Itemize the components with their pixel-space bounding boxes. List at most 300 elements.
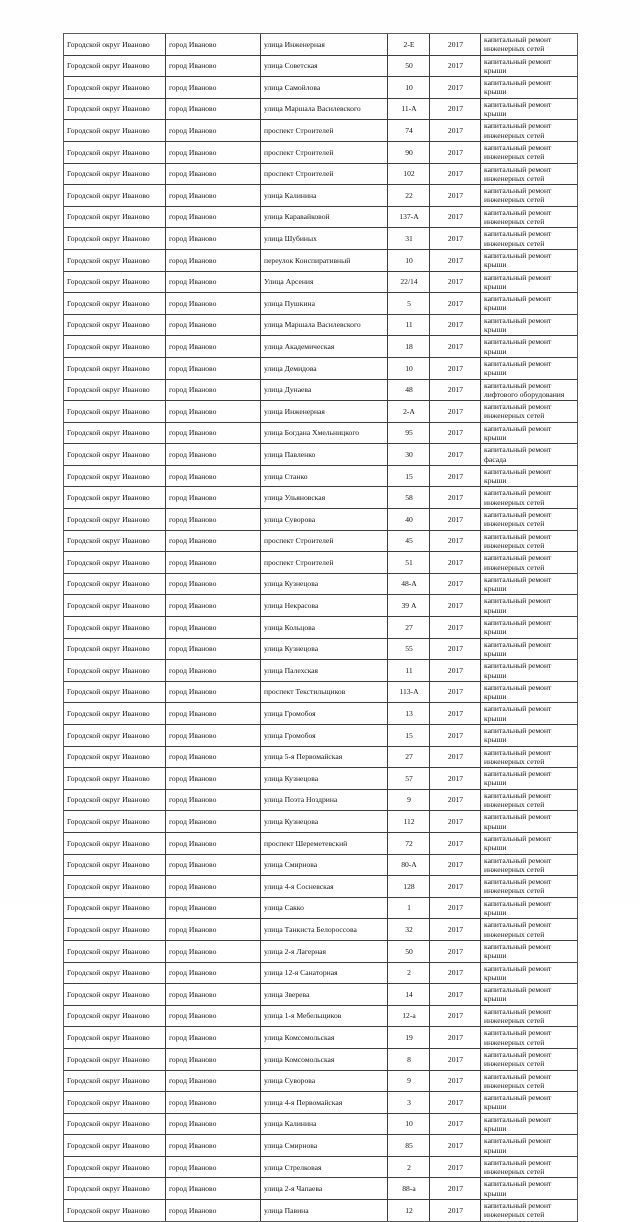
table-row bbox=[64, 530, 578, 552]
cell-city: город Иваново bbox=[166, 876, 261, 898]
cell-house-number: 11 bbox=[388, 314, 430, 336]
cell-street: проспект Строителей bbox=[261, 141, 388, 163]
cell-house-number: 10 bbox=[388, 1113, 430, 1135]
cell-house-number: 14 bbox=[388, 984, 430, 1006]
table-row bbox=[64, 789, 578, 811]
cell-city: город Иваново bbox=[166, 249, 261, 271]
cell-municipality: Городской округ Иваново bbox=[64, 832, 166, 854]
cell-house-number: 13 bbox=[388, 703, 430, 725]
cell-street: улица Комсомольская bbox=[261, 1048, 388, 1070]
cell-city: город Иваново bbox=[166, 401, 261, 423]
cell-house-number: 50 bbox=[388, 940, 430, 962]
cell-year: 2017 bbox=[430, 422, 481, 444]
cell-house-number: 27 bbox=[388, 617, 430, 639]
cell-work-type: капитальный ремонт инженерных сетей bbox=[481, 854, 578, 876]
table-row bbox=[64, 1156, 578, 1178]
table-row bbox=[64, 832, 578, 854]
cell-work-type: капитальный ремонт крыши bbox=[481, 660, 578, 682]
cell-work-type: капитальный ремонт крыши bbox=[481, 336, 578, 358]
table-row bbox=[64, 98, 578, 120]
table-row bbox=[64, 487, 578, 509]
cell-municipality: Городской округ Иваново bbox=[64, 465, 166, 487]
cell-work-type: капитальный ремонт крыши bbox=[481, 293, 578, 315]
cell-house-number: 27 bbox=[388, 746, 430, 768]
cell-year: 2017 bbox=[430, 854, 481, 876]
cell-house-number: 11 bbox=[388, 660, 430, 682]
cell-city: город Иваново bbox=[166, 55, 261, 77]
cell-house-number: 51 bbox=[388, 552, 430, 574]
cell-year: 2017 bbox=[430, 703, 481, 725]
table-row bbox=[64, 314, 578, 336]
cell-house-number: 72 bbox=[388, 832, 430, 854]
cell-year: 2017 bbox=[430, 271, 481, 293]
table-row bbox=[64, 1070, 578, 1092]
cell-municipality: Городской округ Иваново bbox=[64, 271, 166, 293]
cell-street: проспект Строителей bbox=[261, 530, 388, 552]
cell-year: 2017 bbox=[430, 293, 481, 315]
cell-house-number: 30 bbox=[388, 444, 430, 466]
cell-house-number: 15 bbox=[388, 725, 430, 747]
cell-municipality: Городской округ Иваново bbox=[64, 768, 166, 790]
cell-year: 2017 bbox=[430, 1027, 481, 1049]
cell-work-type: капитальный ремонт крыши bbox=[481, 617, 578, 639]
cell-work-type: капитальный ремонт крыши bbox=[481, 725, 578, 747]
table-row bbox=[64, 509, 578, 531]
cell-year: 2017 bbox=[430, 509, 481, 531]
table-row bbox=[64, 854, 578, 876]
cell-municipality: Городской округ Иваново bbox=[64, 141, 166, 163]
cell-year: 2017 bbox=[430, 617, 481, 639]
cell-city: город Иваново bbox=[166, 832, 261, 854]
cell-municipality: Городской округ Иваново bbox=[64, 185, 166, 207]
cell-street: улица 12-я Санаторная bbox=[261, 962, 388, 984]
cell-city: город Иваново bbox=[166, 768, 261, 790]
cell-work-type: капитальный ремонт инженерных сетей bbox=[481, 876, 578, 898]
table-row bbox=[64, 228, 578, 250]
cell-house-number: 32 bbox=[388, 919, 430, 941]
cell-work-type: капитальный ремонт лифтового оборудования bbox=[481, 379, 578, 401]
cell-municipality: Городской округ Иваново bbox=[64, 293, 166, 315]
cell-city: город Иваново bbox=[166, 487, 261, 509]
cell-municipality: Городской округ Иваново bbox=[64, 660, 166, 682]
cell-year: 2017 bbox=[430, 789, 481, 811]
cell-municipality: Городской округ Иваново bbox=[64, 444, 166, 466]
cell-house-number: 22/14 bbox=[388, 271, 430, 293]
cell-municipality: Городской округ Иваново bbox=[64, 379, 166, 401]
cell-work-type: капитальный ремонт инженерных сетей bbox=[481, 141, 578, 163]
cell-city: город Иваново bbox=[166, 703, 261, 725]
table-row bbox=[64, 77, 578, 99]
cell-municipality: Городской округ Иваново bbox=[64, 703, 166, 725]
cell-work-type: капитальный ремонт инженерных сетей bbox=[481, 1070, 578, 1092]
cell-municipality: Городской округ Иваново bbox=[64, 509, 166, 531]
cell-street: улица 4-я Сосневская bbox=[261, 876, 388, 898]
cell-municipality: Городской округ Иваново bbox=[64, 314, 166, 336]
table-row bbox=[64, 163, 578, 185]
cell-city: город Иваново bbox=[166, 660, 261, 682]
cell-city: город Иваново bbox=[166, 746, 261, 768]
table-row bbox=[64, 1092, 578, 1114]
table-row bbox=[64, 1027, 578, 1049]
cell-house-number: 9 bbox=[388, 1070, 430, 1092]
cell-municipality: Городской округ Иваново bbox=[64, 617, 166, 639]
table-row bbox=[64, 357, 578, 379]
cell-municipality: Городской округ Иваново bbox=[64, 1048, 166, 1070]
cell-house-number: 11-А bbox=[388, 98, 430, 120]
cell-year: 2017 bbox=[430, 314, 481, 336]
cell-work-type: капитальный ремонт инженерных сетей bbox=[481, 163, 578, 185]
table-row bbox=[64, 746, 578, 768]
cell-street: улица 5-я Первомайская bbox=[261, 746, 388, 768]
cell-house-number: 88-а bbox=[388, 1178, 430, 1200]
cell-house-number: 15 bbox=[388, 465, 430, 487]
cell-year: 2017 bbox=[430, 228, 481, 250]
cell-work-type: капитальный ремонт фасада bbox=[481, 444, 578, 466]
cell-street: проспект Строителей bbox=[261, 163, 388, 185]
table-row bbox=[64, 55, 578, 77]
cell-municipality: Городской округ Иваново bbox=[64, 206, 166, 228]
cell-work-type: капитальный ремонт инженерных сетей bbox=[481, 530, 578, 552]
cell-city: город Иваново bbox=[166, 919, 261, 941]
cell-city: город Иваново bbox=[166, 681, 261, 703]
cell-house-number: 45 bbox=[388, 530, 430, 552]
cell-street: проспект Шереметевский bbox=[261, 832, 388, 854]
table-row bbox=[64, 725, 578, 747]
cell-year: 2017 bbox=[430, 1048, 481, 1070]
cell-year: 2017 bbox=[430, 249, 481, 271]
cell-year: 2017 bbox=[430, 681, 481, 703]
cell-street: улица Палехская bbox=[261, 660, 388, 682]
repairs-table bbox=[63, 33, 578, 1222]
cell-city: город Иваново bbox=[166, 1070, 261, 1092]
cell-year: 2017 bbox=[430, 444, 481, 466]
cell-municipality: Городской округ Иваново bbox=[64, 573, 166, 595]
cell-year: 2017 bbox=[430, 379, 481, 401]
cell-work-type: капитальный ремонт инженерных сетей bbox=[481, 185, 578, 207]
cell-street: улица Кузнецова bbox=[261, 638, 388, 660]
cell-work-type: капитальный ремонт крыши bbox=[481, 638, 578, 660]
cell-year: 2017 bbox=[430, 77, 481, 99]
cell-street: улица Смирнова bbox=[261, 854, 388, 876]
table-row bbox=[64, 401, 578, 423]
cell-street: улица Инженерная bbox=[261, 401, 388, 423]
cell-year: 2017 bbox=[430, 1005, 481, 1027]
cell-street: улица 2-я Лагерная bbox=[261, 940, 388, 962]
table-row bbox=[64, 206, 578, 228]
cell-municipality: Городской округ Иваново bbox=[64, 249, 166, 271]
cell-street: улица Смирнова bbox=[261, 1135, 388, 1157]
cell-work-type: капитальный ремонт инженерных сетей bbox=[481, 746, 578, 768]
cell-work-type: капитальный ремонт крыши bbox=[481, 984, 578, 1006]
cell-municipality: Городской округ Иваново bbox=[64, 55, 166, 77]
cell-city: город Иваново bbox=[166, 789, 261, 811]
cell-street: улица 4-я Первомайская bbox=[261, 1092, 388, 1114]
cell-municipality: Городской округ Иваново bbox=[64, 1070, 166, 1092]
cell-house-number: 102 bbox=[388, 163, 430, 185]
cell-year: 2017 bbox=[430, 465, 481, 487]
cell-year: 2017 bbox=[430, 336, 481, 358]
table-row bbox=[64, 465, 578, 487]
cell-street: улица Самойлова bbox=[261, 77, 388, 99]
cell-street: улица Инженерная bbox=[261, 34, 388, 56]
table-row bbox=[64, 422, 578, 444]
cell-house-number: 50 bbox=[388, 55, 430, 77]
cell-city: город Иваново bbox=[166, 379, 261, 401]
cell-work-type: капитальный ремонт крыши bbox=[481, 897, 578, 919]
cell-house-number: 128 bbox=[388, 876, 430, 898]
cell-work-type: капитальный ремонт крыши bbox=[481, 573, 578, 595]
cell-work-type: капитальный ремонт инженерных сетей bbox=[481, 1156, 578, 1178]
cell-city: город Иваново bbox=[166, 509, 261, 531]
cell-year: 2017 bbox=[430, 141, 481, 163]
cell-year: 2017 bbox=[430, 746, 481, 768]
cell-street: улица Ульяновская bbox=[261, 487, 388, 509]
table-row bbox=[64, 444, 578, 466]
cell-city: город Иваново bbox=[166, 206, 261, 228]
cell-municipality: Городской округ Иваново bbox=[64, 1178, 166, 1200]
table-row bbox=[64, 768, 578, 790]
table-row bbox=[64, 552, 578, 574]
cell-house-number: 48 bbox=[388, 379, 430, 401]
cell-street: проспект Строителей bbox=[261, 552, 388, 574]
cell-city: город Иваново bbox=[166, 595, 261, 617]
cell-house-number: 8 bbox=[388, 1048, 430, 1070]
cell-work-type: капитальный ремонт крыши bbox=[481, 1135, 578, 1157]
cell-city: город Иваново bbox=[166, 228, 261, 250]
cell-street: улица Демидова bbox=[261, 357, 388, 379]
cell-year: 2017 bbox=[430, 876, 481, 898]
table-row bbox=[64, 811, 578, 833]
cell-year: 2017 bbox=[430, 34, 481, 56]
cell-street: улица Академическая bbox=[261, 336, 388, 358]
cell-street: улица Поэта Ноздрина bbox=[261, 789, 388, 811]
cell-work-type: капитальный ремонт крыши bbox=[481, 595, 578, 617]
table-row bbox=[64, 185, 578, 207]
table-row bbox=[64, 379, 578, 401]
cell-municipality: Городской округ Иваново bbox=[64, 98, 166, 120]
cell-municipality: Городской округ Иваново bbox=[64, 897, 166, 919]
cell-municipality: Городской округ Иваново bbox=[64, 746, 166, 768]
cell-street: улица Кузнецова bbox=[261, 811, 388, 833]
cell-house-number: 90 bbox=[388, 141, 430, 163]
table-row bbox=[64, 617, 578, 639]
cell-work-type: капитальный ремонт крыши bbox=[481, 1092, 578, 1114]
cell-city: город Иваново bbox=[166, 163, 261, 185]
cell-year: 2017 bbox=[430, 1156, 481, 1178]
table-row bbox=[64, 34, 578, 56]
cell-municipality: Городской округ Иваново bbox=[64, 401, 166, 423]
cell-city: город Иваново bbox=[166, 530, 261, 552]
cell-street: улица Кузнецова bbox=[261, 573, 388, 595]
cell-work-type: капитальный ремонт крыши bbox=[481, 811, 578, 833]
cell-house-number: 10 bbox=[388, 249, 430, 271]
cell-municipality: Городской округ Иваново bbox=[64, 530, 166, 552]
cell-municipality: Городской округ Иваново bbox=[64, 1135, 166, 1157]
cell-city: город Иваново bbox=[166, 854, 261, 876]
cell-work-type: капитальный ремонт крыши bbox=[481, 962, 578, 984]
cell-house-number: 58 bbox=[388, 487, 430, 509]
cell-work-type: капитальный ремонт инженерных сетей bbox=[481, 206, 578, 228]
cell-work-type: капитальный ремонт крыши bbox=[481, 422, 578, 444]
cell-work-type: капитальный ремонт инженерных сетей bbox=[481, 401, 578, 423]
cell-city: город Иваново bbox=[166, 552, 261, 574]
cell-year: 2017 bbox=[430, 1070, 481, 1092]
cell-year: 2017 bbox=[430, 725, 481, 747]
cell-street: улица Кольцова bbox=[261, 617, 388, 639]
table-row bbox=[64, 141, 578, 163]
cell-year: 2017 bbox=[430, 768, 481, 790]
cell-city: город Иваново bbox=[166, 465, 261, 487]
cell-city: город Иваново bbox=[166, 1200, 261, 1222]
cell-year: 2017 bbox=[430, 595, 481, 617]
cell-street: улица Громобоя bbox=[261, 703, 388, 725]
cell-year: 2017 bbox=[430, 1092, 481, 1114]
cell-year: 2017 bbox=[430, 638, 481, 660]
cell-municipality: Городской округ Иваново bbox=[64, 919, 166, 941]
cell-year: 2017 bbox=[430, 530, 481, 552]
cell-city: город Иваново bbox=[166, 1156, 261, 1178]
cell-street: улица Танкиста Белороссова bbox=[261, 919, 388, 941]
cell-work-type: капитальный ремонт крыши bbox=[481, 832, 578, 854]
cell-street: улица Павина bbox=[261, 1200, 388, 1222]
cell-work-type: капитальный ремонт инженерных сетей bbox=[481, 228, 578, 250]
cell-house-number: 112 bbox=[388, 811, 430, 833]
cell-year: 2017 bbox=[430, 660, 481, 682]
cell-work-type: капитальный ремонт крыши bbox=[481, 55, 578, 77]
cell-street: улица 1-я Мебельщиков bbox=[261, 1005, 388, 1027]
cell-street: улица Маршала Василевского bbox=[261, 98, 388, 120]
cell-work-type: капитальный ремонт инженерных сетей bbox=[481, 34, 578, 56]
cell-city: город Иваново bbox=[166, 1027, 261, 1049]
cell-street: улица Суворова bbox=[261, 1070, 388, 1092]
table-row bbox=[64, 962, 578, 984]
cell-municipality: Городской округ Иваново bbox=[64, 725, 166, 747]
cell-city: город Иваново bbox=[166, 940, 261, 962]
cell-city: город Иваново bbox=[166, 314, 261, 336]
cell-work-type: капитальный ремонт инженерных сетей bbox=[481, 1005, 578, 1027]
cell-municipality: Городской округ Иваново bbox=[64, 789, 166, 811]
cell-municipality: Городской округ Иваново bbox=[64, 1027, 166, 1049]
cell-year: 2017 bbox=[430, 811, 481, 833]
table-row bbox=[64, 638, 578, 660]
cell-municipality: Городской округ Иваново bbox=[64, 552, 166, 574]
cell-year: 2017 bbox=[430, 55, 481, 77]
cell-municipality: Городской округ Иваново bbox=[64, 77, 166, 99]
cell-city: город Иваново bbox=[166, 962, 261, 984]
cell-municipality: Городской округ Иваново bbox=[64, 1200, 166, 1222]
table-row bbox=[64, 1113, 578, 1135]
cell-work-type: капитальный ремонт инженерных сетей bbox=[481, 919, 578, 941]
cell-city: город Иваново bbox=[166, 725, 261, 747]
cell-street: проспект Строителей bbox=[261, 120, 388, 142]
table-row bbox=[64, 919, 578, 941]
cell-house-number: 113-А bbox=[388, 681, 430, 703]
cell-city: город Иваново bbox=[166, 271, 261, 293]
cell-year: 2017 bbox=[430, 552, 481, 574]
cell-street: улица Калинина bbox=[261, 1113, 388, 1135]
cell-work-type: капитальный ремонт крыши bbox=[481, 357, 578, 379]
cell-street: улица Дунаева bbox=[261, 379, 388, 401]
cell-work-type: капитальный ремонт крыши bbox=[481, 98, 578, 120]
cell-work-type: капитальный ремонт инженерных сетей bbox=[481, 552, 578, 574]
cell-work-type: капитальный ремонт крыши bbox=[481, 1113, 578, 1135]
table-row bbox=[64, 940, 578, 962]
cell-work-type: капитальный ремонт крыши bbox=[481, 77, 578, 99]
cell-street: улица Богдана Хмельницкого bbox=[261, 422, 388, 444]
cell-street: улица Павленко bbox=[261, 444, 388, 466]
cell-work-type: капитальный ремонт крыши bbox=[481, 249, 578, 271]
cell-year: 2017 bbox=[430, 487, 481, 509]
cell-city: город Иваново bbox=[166, 811, 261, 833]
cell-work-type: капитальный ремонт крыши bbox=[481, 271, 578, 293]
cell-street: улица 2-я Чапаева bbox=[261, 1178, 388, 1200]
cell-work-type: капитальный ремонт крыши bbox=[481, 314, 578, 336]
cell-year: 2017 bbox=[430, 897, 481, 919]
cell-street: улица Стрелковая bbox=[261, 1156, 388, 1178]
table-row bbox=[64, 595, 578, 617]
cell-city: город Иваново bbox=[166, 1092, 261, 1114]
cell-work-type: капитальный ремонт инженерных сетей bbox=[481, 509, 578, 531]
cell-city: город Иваново bbox=[166, 1048, 261, 1070]
cell-house-number: 137-А bbox=[388, 206, 430, 228]
cell-municipality: Городской округ Иваново bbox=[64, 984, 166, 1006]
cell-municipality: Городской округ Иваново bbox=[64, 1156, 166, 1178]
cell-city: город Иваново bbox=[166, 141, 261, 163]
cell-municipality: Городской округ Иваново bbox=[64, 357, 166, 379]
cell-year: 2017 bbox=[430, 832, 481, 854]
table-row bbox=[64, 271, 578, 293]
cell-work-type: капитальный ремонт крыши bbox=[481, 1178, 578, 1200]
cell-house-number: 18 bbox=[388, 336, 430, 358]
cell-work-type: капитальный ремонт инженерных сетей bbox=[481, 1048, 578, 1070]
cell-city: город Иваново bbox=[166, 422, 261, 444]
cell-house-number: 12 bbox=[388, 1200, 430, 1222]
cell-work-type: капитальный ремонт инженерных сетей bbox=[481, 1027, 578, 1049]
cell-street: переулок Конспиративный bbox=[261, 249, 388, 271]
cell-house-number: 55 bbox=[388, 638, 430, 660]
cell-street: улица Некрасова bbox=[261, 595, 388, 617]
table-row bbox=[64, 984, 578, 1006]
cell-work-type: капитальный ремонт крыши bbox=[481, 703, 578, 725]
cell-municipality: Городской округ Иваново bbox=[64, 34, 166, 56]
cell-year: 2017 bbox=[430, 401, 481, 423]
cell-house-number: 22 bbox=[388, 185, 430, 207]
cell-municipality: Городской округ Иваново bbox=[64, 962, 166, 984]
cell-house-number: 1 bbox=[388, 897, 430, 919]
cell-street: улица Кузнецова bbox=[261, 768, 388, 790]
cell-street: улица Советская bbox=[261, 55, 388, 77]
cell-city: город Иваново bbox=[166, 98, 261, 120]
cell-work-type: капитальный ремонт крыши bbox=[481, 940, 578, 962]
cell-year: 2017 bbox=[430, 919, 481, 941]
cell-work-type: капитальный ремонт крыши bbox=[481, 768, 578, 790]
cell-house-number: 74 bbox=[388, 120, 430, 142]
cell-city: город Иваново bbox=[166, 573, 261, 595]
cell-street: улица Маршала Василевского bbox=[261, 314, 388, 336]
cell-street: улица Сакко bbox=[261, 897, 388, 919]
cell-year: 2017 bbox=[430, 573, 481, 595]
cell-work-type: капитальный ремонт инженерных сетей bbox=[481, 789, 578, 811]
cell-house-number: 80-А bbox=[388, 854, 430, 876]
cell-house-number: 3 bbox=[388, 1092, 430, 1114]
table-row bbox=[64, 293, 578, 315]
table-row bbox=[64, 660, 578, 682]
cell-municipality: Городской округ Иваново bbox=[64, 940, 166, 962]
cell-year: 2017 bbox=[430, 962, 481, 984]
cell-year: 2017 bbox=[430, 1178, 481, 1200]
cell-municipality: Городской округ Иваново bbox=[64, 595, 166, 617]
cell-house-number: 2 bbox=[388, 962, 430, 984]
